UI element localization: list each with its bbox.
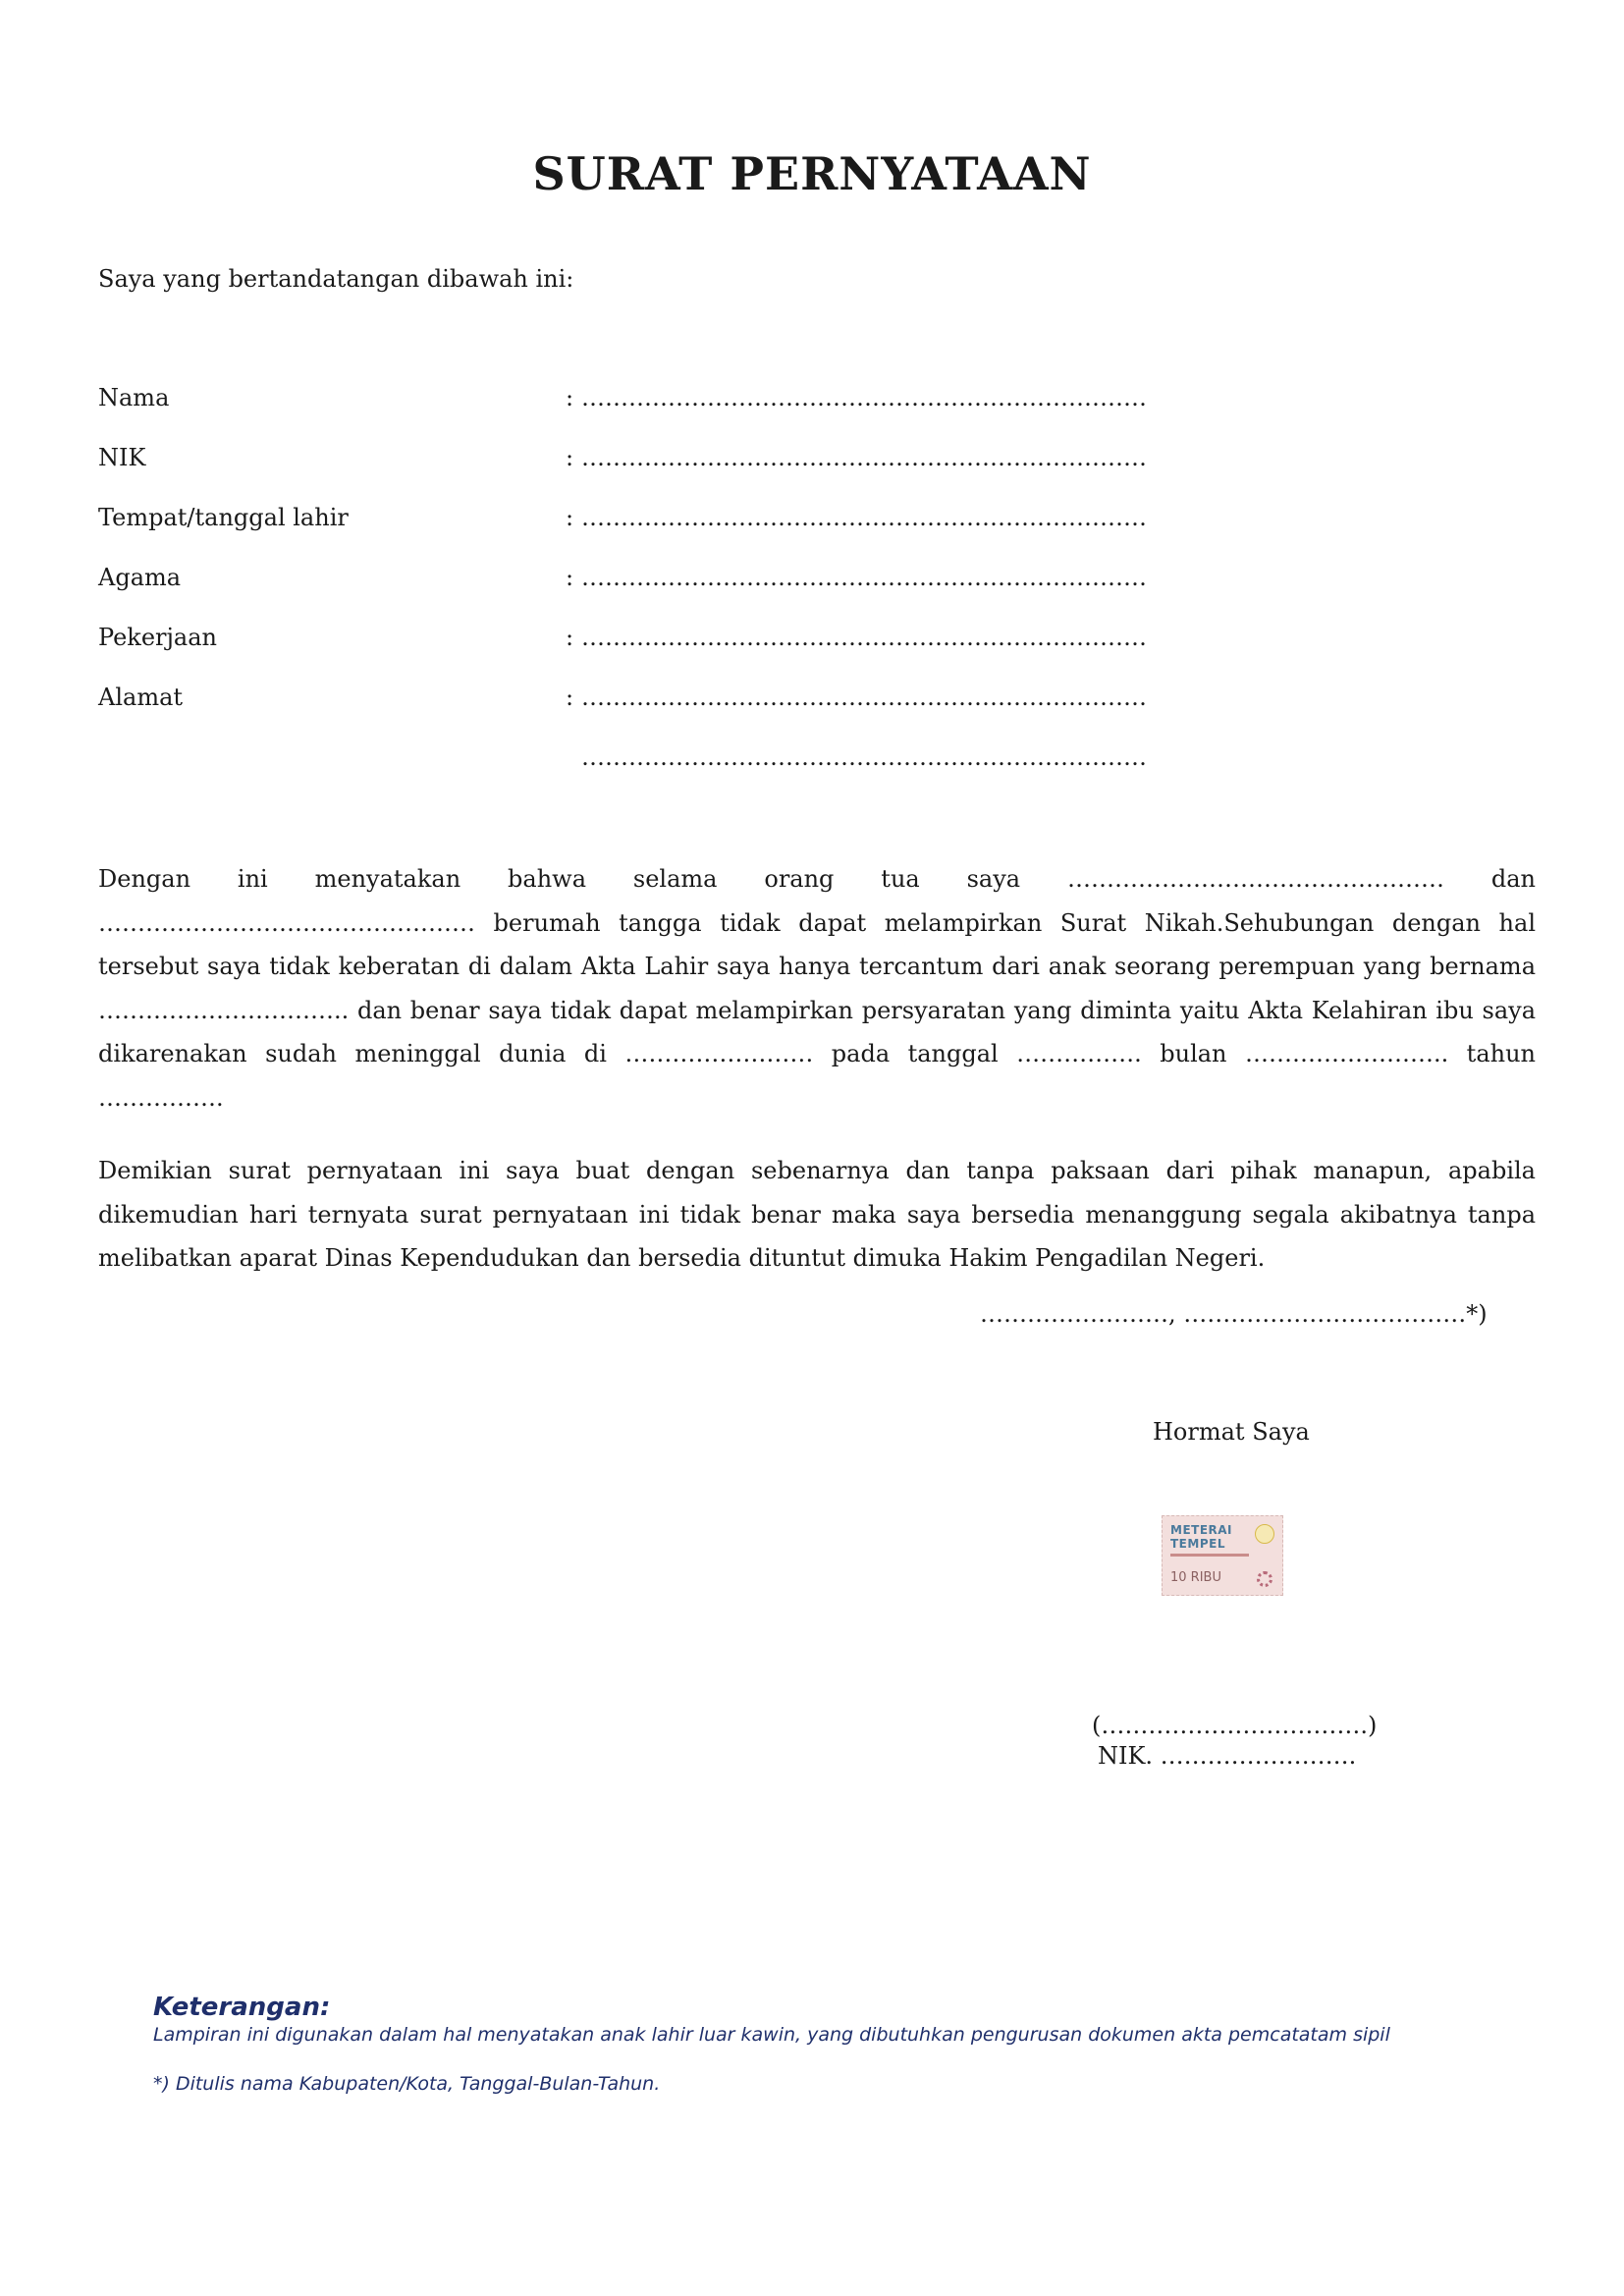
field-colon: : bbox=[566, 384, 574, 411]
field-label: Alamat bbox=[98, 683, 184, 711]
field-row-nik bbox=[98, 441, 1178, 501]
stamp-label-line2: TEMPEL bbox=[1170, 1537, 1225, 1551]
field-blank: ……………………………………………………………… bbox=[581, 564, 1147, 591]
field-label: Pekerjaan bbox=[98, 624, 218, 651]
field-label: NIK bbox=[98, 444, 146, 471]
field-row-agama bbox=[98, 561, 1178, 621]
field-colon: : bbox=[566, 683, 574, 711]
field-label: Tempat/tanggal lahir bbox=[98, 504, 349, 531]
field-row-nama bbox=[98, 381, 1178, 441]
stamp-label-line1: METERAI bbox=[1170, 1523, 1233, 1537]
garuda-emblem-icon bbox=[1255, 1524, 1274, 1544]
field-colon: : bbox=[566, 444, 574, 471]
field-colon: : bbox=[566, 504, 574, 531]
page-title: SURAT PERNYATAAN bbox=[532, 147, 1092, 200]
field-blank: ……………………………………………………………… bbox=[581, 444, 1147, 471]
place-date-line: ……………………, ………………………………*) bbox=[980, 1300, 1488, 1328]
field-label: Agama bbox=[98, 564, 182, 591]
notes-title: Keterangan: bbox=[153, 1993, 331, 2022]
stamp-value: 10 RIBU bbox=[1170, 1570, 1221, 1585]
field-blank: ……………………………………………………………… bbox=[581, 624, 1147, 651]
field-row-tempat-tanggal-lahir bbox=[98, 501, 1178, 561]
notes-section bbox=[153, 1992, 1528, 2096]
field-row-pekerjaan bbox=[98, 621, 1178, 681]
seal-icon bbox=[1257, 1571, 1272, 1587]
signature-nik-line: NIK. ……………………. bbox=[1098, 1742, 1357, 1770]
field-colon: : bbox=[566, 564, 574, 591]
field-blank: ……………………………………………………………… bbox=[581, 384, 1147, 411]
field-blank: ……………………………………………………………… bbox=[581, 683, 1147, 711]
signature-name-line: (…………………………….) bbox=[1092, 1712, 1378, 1739]
notes-line: Lampiran ini digunakan dalam hal menyatakan anak lahir luar kawin, yang dibutuhkan pengurusan dokumen akta pemcatatam sipil bbox=[153, 2024, 1390, 2046]
meterai-stamp bbox=[1162, 1515, 1283, 1596]
intro-text: Saya yang bertandatangan dibawah ini: bbox=[98, 265, 574, 293]
field-blank: ……………………………………………………………… bbox=[581, 743, 1147, 771]
field-blank: ……………………………………………………………… bbox=[581, 504, 1147, 531]
field-row-alamat bbox=[98, 681, 1178, 740]
field-row-alamat-continued bbox=[98, 740, 1178, 800]
notes-footnote: *) Ditulis nama Kabupaten/Kota, Tanggal-Bulan-Tahun. bbox=[153, 2073, 661, 2095]
closing-paragraph: Demikian surat pernyataan ini saya buat dengan sebenarnya dan tanpa paksaan dari pihak manapun, apabila dikemudian hari ternyata surat pernyataan ini tidak benar maka saya bersedia menanggung segala akibatnya tanpa melibatkan aparat Dinas Kependudukan dan bersedia dituntut dimuka Hakim Pengadilan Negeri. bbox=[98, 1157, 1536, 1272]
statement-paragraph: Dengan ini menyatakan bahwa selama orang tua saya ………………………………………… dan ………………………………………… berumah tangga tidak dapat melampirkan Surat Nikah.Sehubungan dengan hal tersebut saya tidak keberatan di dalam Akta Lahir saya hanya tercantum dari anak seorang perempuan yang bernama ………………………….. dan benar saya tidak dapat melampirkan persyaratan yang diminta yaitu Akta Kelahiran ibu saya dikarenakan sudah meninggal dunia di …………………… pada tanggal ……………. bulan …………………….. tahun ……………. bbox=[98, 865, 1536, 1112]
field-colon: : bbox=[566, 624, 574, 651]
closing-salutation: Hormat Saya bbox=[1153, 1418, 1310, 1446]
stamp-bar bbox=[1170, 1554, 1249, 1557]
identity-fields bbox=[98, 381, 1178, 800]
field-label: Nama bbox=[98, 384, 170, 411]
